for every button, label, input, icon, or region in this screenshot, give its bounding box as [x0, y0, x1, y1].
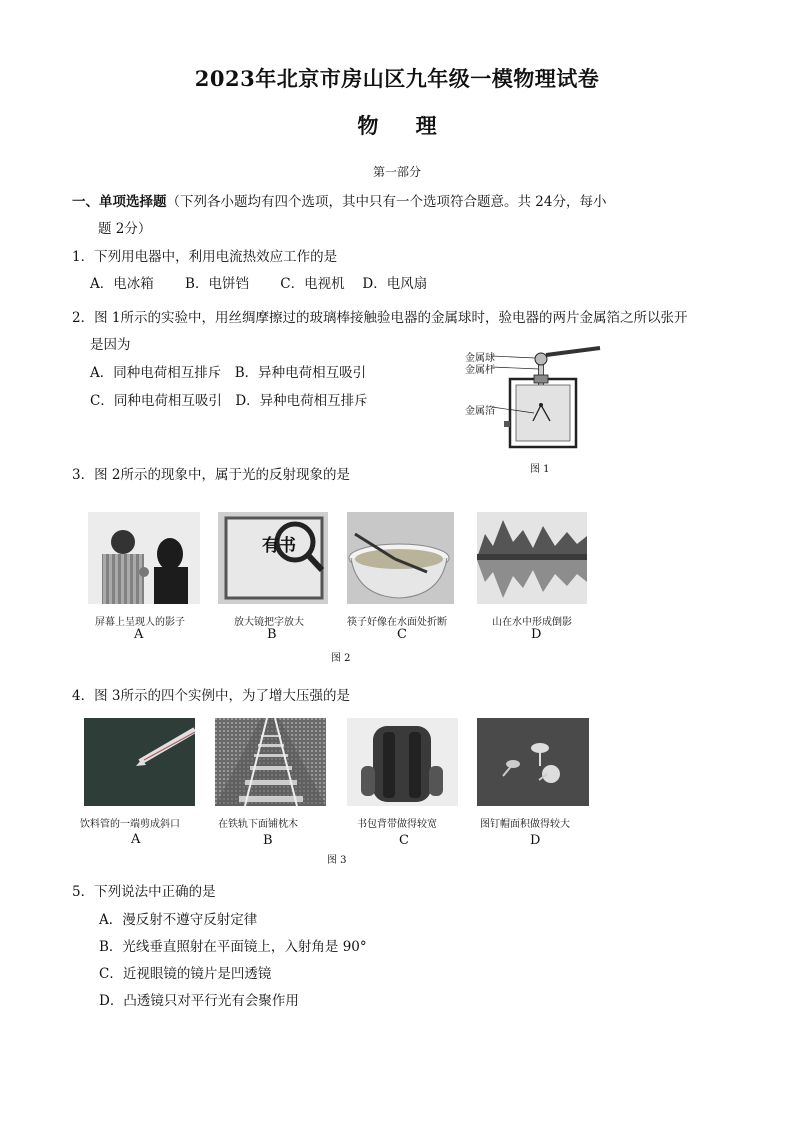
q3-caption-b: 放大镜把字放大 [234, 617, 304, 628]
q5-option-d: D．凸透镜只对平行光有会聚作用 [99, 993, 299, 1009]
electroscope-figure [462, 345, 612, 460]
q4-letter-a: A [131, 832, 141, 847]
q4-image-c-backpack [347, 718, 458, 806]
q3-letter-a: A [134, 627, 144, 642]
q2-stem-cont: 是因为 [90, 337, 131, 353]
q5-option-c: C．近视眼镜的镜片是凹透镜 [99, 966, 272, 982]
q3-caption-c: 筷子好像在水面处折断 [347, 617, 447, 628]
q3-image-c-chopsticks [347, 512, 454, 604]
q4-letter-b: B [263, 833, 273, 848]
q4-caption-a: 饮料管的一端剪成斜口 [80, 819, 180, 830]
q5-stem: 5．下列说法中正确的是 [72, 884, 216, 900]
q3-stem: 3．图 2所示的现象中，属于光的反射现象的是 [72, 467, 350, 483]
label-metal-foil: 金属箔 [465, 406, 495, 417]
q3-letter-b: B [267, 627, 277, 642]
figure1-caption: 图 1 [530, 464, 550, 475]
q1-options: A．电冰箱 B．电饼铛 C．电视机 D．电风扇 [90, 276, 428, 292]
q2-stem: 2．图 1所示的实验中，用丝绸摩擦过的玻璃棒接触验电器的金属球时，验电器的两片金属箔之所以张开 [72, 310, 688, 326]
q4-image-d-thumbtacks [477, 718, 589, 806]
q5-option-b: B．光线垂直照射在平面镜上，入射角是 90° [99, 939, 367, 955]
figure2-caption: 图 2 [331, 653, 351, 664]
q1-stem: 1．下列用电器中，利用电流热效应工作的是 [72, 249, 338, 265]
q3-caption-a: 屏幕上呈现人的影子 [95, 617, 185, 628]
q3-image-b-magnifier [218, 512, 328, 604]
q4-caption-b: 在铁轨下面铺枕木 [218, 819, 298, 830]
page-title: 2023年北京市房山区九年级一模物理试卷 [194, 66, 600, 91]
q3-caption-d: 山在水中形成倒影 [492, 617, 572, 628]
q2-options-row1: A．同种电荷相互排斥 B．异种电荷相互吸引 [90, 365, 367, 381]
q4-image-b-railway [215, 718, 326, 806]
q3-letter-d: D [531, 627, 542, 642]
q4-letter-d: D [530, 833, 541, 848]
q3-image-a-shadow [88, 512, 200, 604]
q4-letter-c: C [399, 833, 409, 848]
q4-caption-c: 书包背带做得较宽 [357, 819, 437, 830]
section-heading-line [72, 190, 606, 210]
q4-caption-d: 图钉帽面积做得较大 [480, 819, 570, 830]
q3-image-d-reflection [477, 512, 587, 604]
q2-options-row2: C．同种电荷相互吸引 D．异种电荷相互排斥 [90, 393, 368, 409]
section-heading: 一、单项选择题 [72, 194, 167, 210]
section-desc-cont: 题 2分） [98, 221, 152, 237]
label-metal-ball: 金属球 [465, 353, 495, 364]
q4-stem: 4．图 3所示的四个实例中，为了增大压强的是 [72, 688, 350, 704]
q5-option-a: A．漫反射不遵守反射定律 [99, 912, 258, 928]
q4-image-a-straw [84, 718, 195, 806]
q3-letter-c: C [397, 627, 407, 642]
subject-title: 物 理 [357, 113, 437, 138]
part-label: 第一部分 [372, 165, 421, 179]
magnifier-text: 有书 [262, 536, 296, 556]
section-desc: （下列各小题均有四个选项，其中只有一个选项符合题意。共 24分，每小 [166, 194, 607, 210]
figure3-caption: 图 3 [327, 855, 347, 866]
label-metal-rod: 金属杆 [465, 365, 495, 376]
